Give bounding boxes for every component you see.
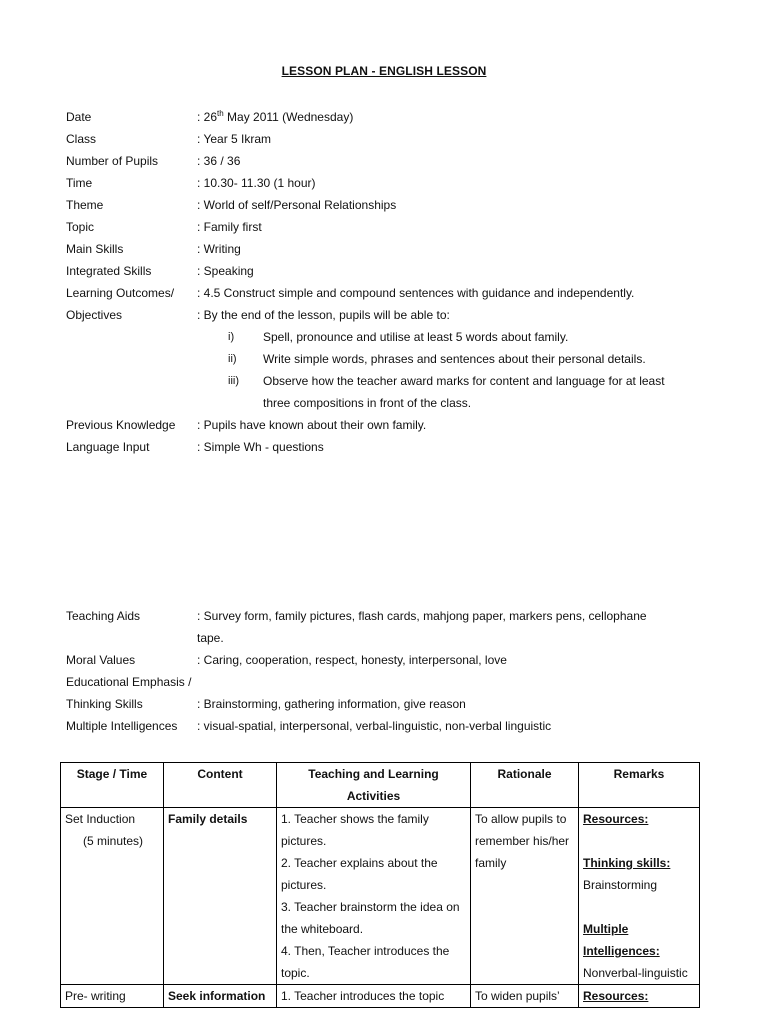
detail-value: tape. <box>197 631 224 645</box>
detail-value: : 26th May 2011 (Wednesday) <box>197 109 354 124</box>
content-cell <box>164 985 277 1008</box>
resources-label: Resources: <box>583 812 649 826</box>
content-text: Family details <box>168 812 248 826</box>
detail-value: : visual-spatial, interpersonal, verbal-linguistic, non-verbal linguistic <box>197 719 552 733</box>
objective-number: ii) <box>228 353 237 365</box>
detail-label: Class <box>66 132 97 146</box>
detail-label: Language Input <box>66 440 150 454</box>
detail-teaching-aids <box>66 605 746 627</box>
detail-previous-knowledge <box>66 414 746 436</box>
detail-educational-emphasis <box>66 671 746 693</box>
detail-date <box>66 106 746 128</box>
detail-time <box>66 172 746 194</box>
objective-text: three compositions in front of the class. <box>263 396 472 410</box>
detail-label: Educational Emphasis / <box>66 675 192 689</box>
document-title: LESSON PLAN - ENGLISH LESSON <box>281 64 487 78</box>
multiple-intelligences-value: Nonverbal-linguistic <box>583 966 688 980</box>
stage-name: Pre- writing <box>65 989 126 1003</box>
rationale-cell <box>471 985 579 1008</box>
detail-theme <box>66 194 746 216</box>
detail-moral-values <box>66 649 746 671</box>
stage-cell <box>61 985 164 1008</box>
detail-integrated-skills <box>66 260 746 282</box>
table-row <box>61 985 700 1008</box>
objective-text: Spell, pronounce and utilise at least 5 words about family. <box>263 330 569 344</box>
detail-value: : 36 / 36 <box>197 154 241 168</box>
objective-number: i) <box>228 331 235 343</box>
detail-label: Moral Values <box>66 653 136 667</box>
detail-label: Time <box>66 176 93 190</box>
detail-label: Objectives <box>66 308 123 322</box>
thinking-skills-value: Brainstorming <box>583 878 658 892</box>
rationale-cell <box>471 808 579 985</box>
detail-value: : 10.30- 11.30 (1 hour) <box>197 176 316 190</box>
activity-item: 3. Teacher brainstorm the idea on the whiteboard. <box>281 900 460 936</box>
table-row <box>61 808 700 985</box>
detail-label: Previous Knowledge <box>66 418 176 432</box>
lesson-stages-table <box>60 762 700 1008</box>
detail-value: : Writing <box>197 242 241 256</box>
detail-value: : World of self/Personal Relationships <box>197 198 397 212</box>
column-header: Rationale <box>471 763 579 808</box>
detail-teaching-aids-cont <box>66 627 746 649</box>
detail-main-skills <box>66 238 746 260</box>
detail-language-input <box>66 436 746 458</box>
content-cell <box>164 808 277 985</box>
column-header: Stage / Time <box>61 763 164 808</box>
detail-label: Number of Pupils <box>66 154 159 168</box>
detail-label: Date <box>66 110 92 124</box>
rationale-text: To widen pupils’ <box>475 989 560 1003</box>
detail-label: Teaching Aids <box>66 609 141 623</box>
detail-value: : Family first <box>197 220 262 234</box>
objective-text: Observe how the teacher award marks for content and language for at least <box>263 374 665 388</box>
multiple-intelligences-label: Multiple Intelligences: <box>583 922 660 958</box>
objective-continuation <box>66 392 746 414</box>
detail-label: Theme <box>66 198 104 212</box>
activity-item: 1. Teacher shows the family pictures. <box>281 812 429 848</box>
detail-value: : Pupils have known about their own family. <box>197 418 427 432</box>
objective-item <box>66 326 746 348</box>
detail-value: : 4.5 Construct simple and compound sentences with guidance and independently. <box>197 286 635 300</box>
detail-value: : Caring, cooperation, respect, honesty, interpersonal, love <box>197 653 507 667</box>
remarks-cell <box>579 985 700 1008</box>
detail-topic <box>66 216 746 238</box>
lesson-resources <box>66 605 746 737</box>
detail-value: : Survey form, family pictures, flash cards, mahjong paper, markers pens, cellophane <box>197 609 647 623</box>
detail-label: Integrated Skills <box>66 264 152 278</box>
detail-label: Thinking Skills <box>66 697 143 711</box>
column-header: Content <box>164 763 277 808</box>
rationale-text: To allow pupils to remember his/her family <box>475 812 570 870</box>
stage-time: (5 minutes) <box>83 834 144 848</box>
detail-thinking-skills <box>66 693 746 715</box>
stage-cell <box>61 808 164 985</box>
detail-value: : Speaking <box>197 264 254 278</box>
activities-cell <box>277 808 471 985</box>
objective-text: Write simple words, phrases and sentences about their personal details. <box>263 352 646 366</box>
resources-label: Resources: <box>583 989 649 1003</box>
activity-item: 1. Teacher introduces the topic <box>281 989 445 1003</box>
detail-learning-outcomes <box>66 282 746 304</box>
content-text: Seek information <box>168 989 266 1003</box>
detail-label: Topic <box>66 220 95 234</box>
detail-objectives <box>66 304 746 326</box>
thinking-skills-label: Thinking skills: <box>583 856 671 870</box>
detail-multiple-intelligences <box>66 715 746 737</box>
detail-class <box>66 128 746 150</box>
detail-pupils <box>66 150 746 172</box>
table-header-row <box>61 763 700 808</box>
column-header: Remarks <box>579 763 700 808</box>
activities-cell <box>277 985 471 1008</box>
objective-item <box>66 348 746 370</box>
detail-value: : Simple Wh - questions <box>197 440 324 454</box>
detail-label: Multiple Intelligences <box>66 719 178 733</box>
detail-value: : By the end of the lesson, pupils will be able to: <box>197 308 450 322</box>
stage-name: Set Induction <box>65 812 136 826</box>
detail-value: : Brainstorming, gathering information, give reason <box>197 697 466 711</box>
detail-label: Learning Outcomes/ <box>66 286 175 300</box>
activity-item: 4. Then, Teacher introduces the topic. <box>281 944 450 980</box>
activity-item: 2. Teacher explains about the pictures. <box>281 856 438 892</box>
column-header: Teaching and Learning Activities <box>277 763 471 808</box>
detail-value: : Year 5 Ikram <box>197 132 272 146</box>
objective-item <box>66 370 746 392</box>
objective-number: iii) <box>228 375 239 387</box>
remarks-cell <box>579 808 700 985</box>
lesson-details <box>66 106 746 458</box>
detail-label: Main Skills <box>66 242 124 256</box>
